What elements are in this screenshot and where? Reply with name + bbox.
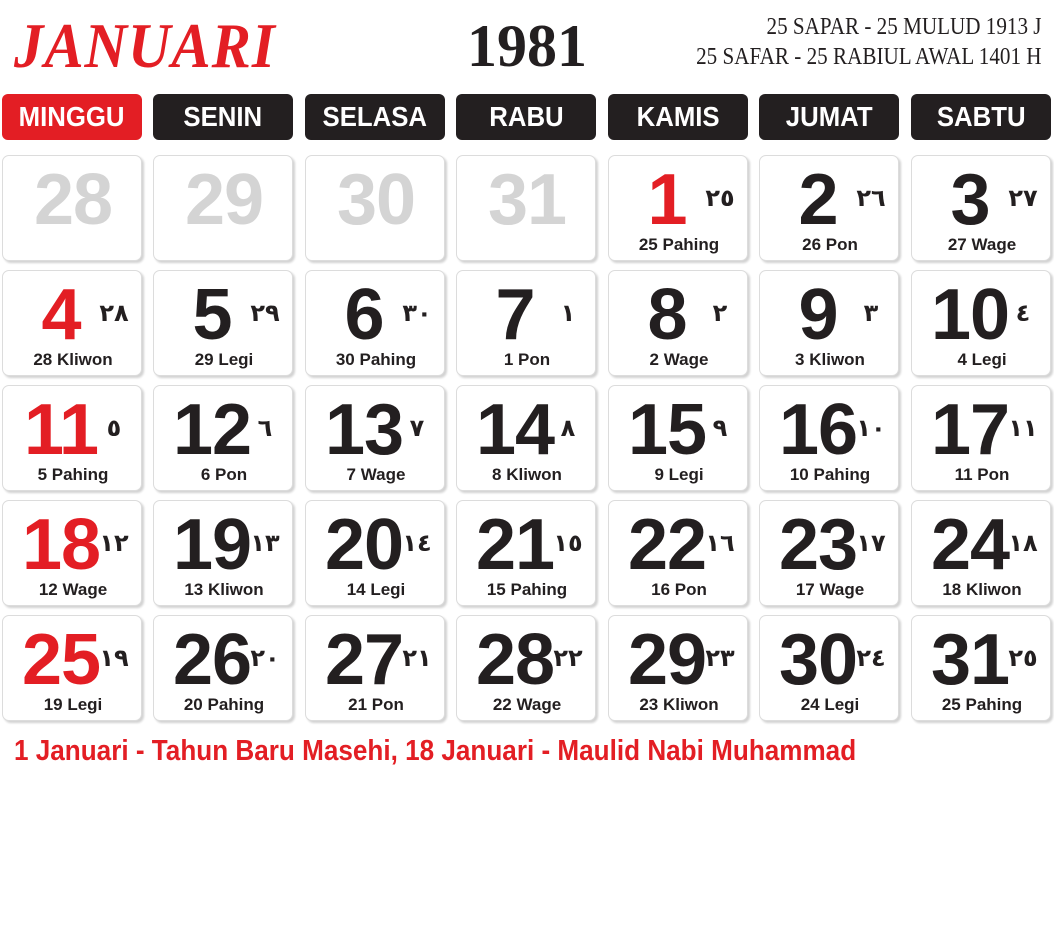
- hijri-date: ١١: [1008, 414, 1038, 442]
- hijri-date: ٢٥: [705, 184, 735, 212]
- javanese-pasaran: 28 Kliwon: [33, 350, 113, 369]
- hijri-date: ١٣: [250, 529, 280, 557]
- day-cell[interactable]: [911, 155, 1051, 261]
- gregorian-date: 4: [41, 275, 81, 355]
- gregorian-date: 1: [647, 160, 687, 240]
- gregorian-date: 30: [778, 620, 858, 700]
- javanese-pasaran: 4 Legi: [957, 350, 1007, 369]
- hijri-date: ٢١: [402, 644, 432, 672]
- weekday-header-monday: SENIN: [153, 94, 293, 140]
- hijri-date: ٢: [712, 299, 728, 327]
- javanese-pasaran: 25 Pahing: [941, 695, 1023, 714]
- gregorian-date: 6: [344, 275, 384, 355]
- javanese-pasaran: 1 Pon: [503, 350, 551, 369]
- hijri-date: ١٢: [99, 529, 129, 557]
- day-cell[interactable]: [759, 615, 899, 721]
- day-cell[interactable]: [456, 270, 596, 376]
- javanese-pasaran: 5 Pahing: [37, 465, 109, 484]
- gregorian-date: 30: [336, 160, 416, 240]
- gregorian-date: 31: [930, 620, 1010, 700]
- holiday-note: 1 Januari - Tahun Baru Masehi, 18 Januari - Maulid Nabi Muhammad: [14, 735, 857, 767]
- gregorian-date: 20: [324, 505, 404, 585]
- day-cell[interactable]: [2, 385, 142, 491]
- javanese-pasaran: 16 Pon: [651, 580, 707, 599]
- gregorian-date: 27: [324, 620, 404, 700]
- day-cell[interactable]: [305, 615, 445, 721]
- gregorian-date: 17: [930, 390, 1010, 470]
- javanese-pasaran: 30 Pahing: [335, 350, 417, 369]
- hijri-date: ٧: [409, 414, 425, 442]
- calendar-ranges: [697, 12, 1042, 72]
- weekday-header-thursday: KAMIS: [608, 94, 748, 140]
- javanese-pasaran: 19 Legi: [43, 695, 103, 714]
- gregorian-date: 5: [192, 275, 232, 355]
- javanese-pasaran: 7 Wage: [346, 465, 406, 484]
- javanese-pasaran: 22 Wage: [492, 695, 562, 714]
- day-cell[interactable]: [608, 155, 748, 261]
- gregorian-date: 29: [627, 620, 707, 700]
- hijri-range: 25 SAFAR - 25 RABIUL AWAL 1401 H: [696, 44, 1042, 70]
- day-cell[interactable]: [608, 385, 748, 491]
- hijri-date: ٢٣: [705, 644, 735, 672]
- hijri-date: ١٠: [856, 414, 886, 442]
- javanese-pasaran: 21 Pon: [348, 695, 404, 714]
- gregorian-date: 19: [172, 505, 252, 585]
- day-cell[interactable]: [608, 500, 748, 606]
- javanese-pasaran: 17 Wage: [795, 580, 865, 599]
- javanese-pasaran: 15 Pahing: [486, 580, 568, 599]
- gregorian-date: 13: [324, 390, 404, 470]
- gregorian-date: 10: [930, 275, 1010, 355]
- javanese-pasaran: 6 Pon: [200, 465, 248, 484]
- javanese-pasaran: 10 Pahing: [789, 465, 871, 484]
- day-cell[interactable]: [153, 270, 293, 376]
- javanese-pasaran: 11 Pon: [954, 465, 1010, 484]
- gregorian-date: 12: [172, 390, 252, 470]
- hijri-date: ١٦: [705, 529, 735, 557]
- gregorian-date: 2: [798, 160, 838, 240]
- gregorian-date: 22: [627, 505, 707, 585]
- day-cell[interactable]: [456, 615, 596, 721]
- day-cell[interactable]: [153, 615, 293, 721]
- hijri-date: ١٨: [1008, 529, 1038, 557]
- javanese-pasaran: 14 Legi: [346, 580, 406, 599]
- hijri-date: ٦: [257, 414, 273, 442]
- gregorian-date: 23: [778, 505, 858, 585]
- javanese-pasaran: 3 Kliwon: [795, 350, 865, 369]
- day-cell[interactable]: [305, 155, 445, 261]
- javanese-pasaran: 9 Legi: [654, 465, 704, 484]
- day-cell[interactable]: [759, 385, 899, 491]
- hijri-date: ١٩: [99, 644, 129, 672]
- hijri-date: ٤: [1015, 299, 1031, 327]
- javanese-pasaran: 18 Kliwon: [942, 580, 1022, 599]
- gregorian-date: 21: [475, 505, 555, 585]
- day-cell[interactable]: [911, 270, 1051, 376]
- hijri-date: ٩: [712, 414, 728, 442]
- day-cell[interactable]: [911, 615, 1051, 721]
- javanese-range: 25 SAPAR - 25 MULUD 1913 J: [767, 14, 1042, 40]
- javanese-pasaran: 27 Wage: [947, 235, 1017, 254]
- javanese-pasaran: 24 Legi: [800, 695, 860, 714]
- hijri-date: ١٧: [856, 529, 886, 557]
- day-cell[interactable]: [456, 155, 596, 261]
- gregorian-date: 9: [798, 275, 838, 355]
- javanese-pasaran: 25 Pahing: [638, 235, 720, 254]
- day-cell[interactable]: [759, 500, 899, 606]
- day-cell[interactable]: [153, 500, 293, 606]
- hijri-date: ١٤: [402, 529, 432, 557]
- day-cell[interactable]: [759, 155, 899, 261]
- gregorian-date: 15: [627, 390, 707, 470]
- day-cell[interactable]: [608, 270, 748, 376]
- day-cell[interactable]: [911, 385, 1051, 491]
- day-cell[interactable]: [2, 270, 142, 376]
- year-label: 1981: [467, 13, 587, 79]
- hijri-date: ٢٩: [250, 299, 280, 327]
- hijri-date: ٢٥: [1008, 644, 1038, 672]
- hijri-date: ٢٦: [856, 184, 886, 212]
- hijri-date: ٢٤: [856, 644, 886, 672]
- hijri-date: ٢٨: [99, 299, 129, 327]
- weekday-header-tuesday: SELASA: [305, 94, 445, 140]
- hijri-date: ٥: [106, 414, 122, 442]
- javanese-pasaran: 20 Pahing: [183, 695, 265, 714]
- gregorian-date: 7: [495, 275, 535, 355]
- day-cell[interactable]: [305, 500, 445, 606]
- month-title: JANUARI: [14, 10, 276, 81]
- day-cell[interactable]: [608, 615, 748, 721]
- gregorian-date: 14: [475, 390, 555, 470]
- hijri-date: ٣: [863, 299, 879, 327]
- day-cell[interactable]: [911, 500, 1051, 606]
- gregorian-date: 25: [21, 620, 101, 700]
- hijri-date: ٢٠: [250, 644, 280, 672]
- day-cell[interactable]: [153, 155, 293, 261]
- javanese-pasaran: 8 Kliwon: [492, 465, 562, 484]
- gregorian-date: 18: [21, 505, 101, 585]
- javanese-pasaran: 2 Wage: [649, 350, 709, 369]
- day-cell[interactable]: [153, 385, 293, 491]
- weekday-header-sunday: MINGGU: [2, 94, 142, 140]
- day-cell[interactable]: [2, 155, 142, 261]
- hijri-date: ٨: [560, 414, 576, 442]
- hijri-date: ٢٢: [553, 644, 583, 672]
- gregorian-date: 28: [33, 160, 113, 240]
- gregorian-date: 26: [172, 620, 252, 700]
- day-cell[interactable]: [456, 385, 596, 491]
- weekday-header-wednesday: RABU: [456, 94, 596, 140]
- day-cell[interactable]: [305, 270, 445, 376]
- gregorian-date: 8: [647, 275, 687, 355]
- day-cell[interactable]: [456, 500, 596, 606]
- gregorian-date: 28: [475, 620, 555, 700]
- gregorian-date: 11: [23, 390, 99, 470]
- javanese-pasaran: 29 Legi: [194, 350, 254, 369]
- day-cell[interactable]: [2, 615, 142, 721]
- gregorian-date: 31: [487, 160, 567, 240]
- javanese-pasaran: 26 Pon: [802, 235, 858, 254]
- javanese-pasaran: 23 Kliwon: [639, 695, 719, 714]
- gregorian-date: 29: [184, 160, 264, 240]
- gregorian-date: 16: [778, 390, 858, 470]
- weekday-header-friday: JUMAT: [759, 94, 899, 140]
- day-cell[interactable]: [759, 270, 899, 376]
- javanese-pasaran: 13 Kliwon: [184, 580, 264, 599]
- hijri-date: ٢٧: [1008, 184, 1038, 212]
- day-cell[interactable]: [2, 500, 142, 606]
- gregorian-date: 24: [930, 505, 1010, 585]
- hijri-date: ٣٠: [402, 299, 432, 327]
- gregorian-date: 3: [950, 160, 990, 240]
- day-cell[interactable]: [305, 385, 445, 491]
- hijri-date: ١٥: [553, 529, 583, 557]
- weekday-header-saturday: SABTU: [911, 94, 1051, 140]
- hijri-date: ١: [560, 299, 576, 327]
- javanese-pasaran: 12 Wage: [38, 580, 108, 599]
